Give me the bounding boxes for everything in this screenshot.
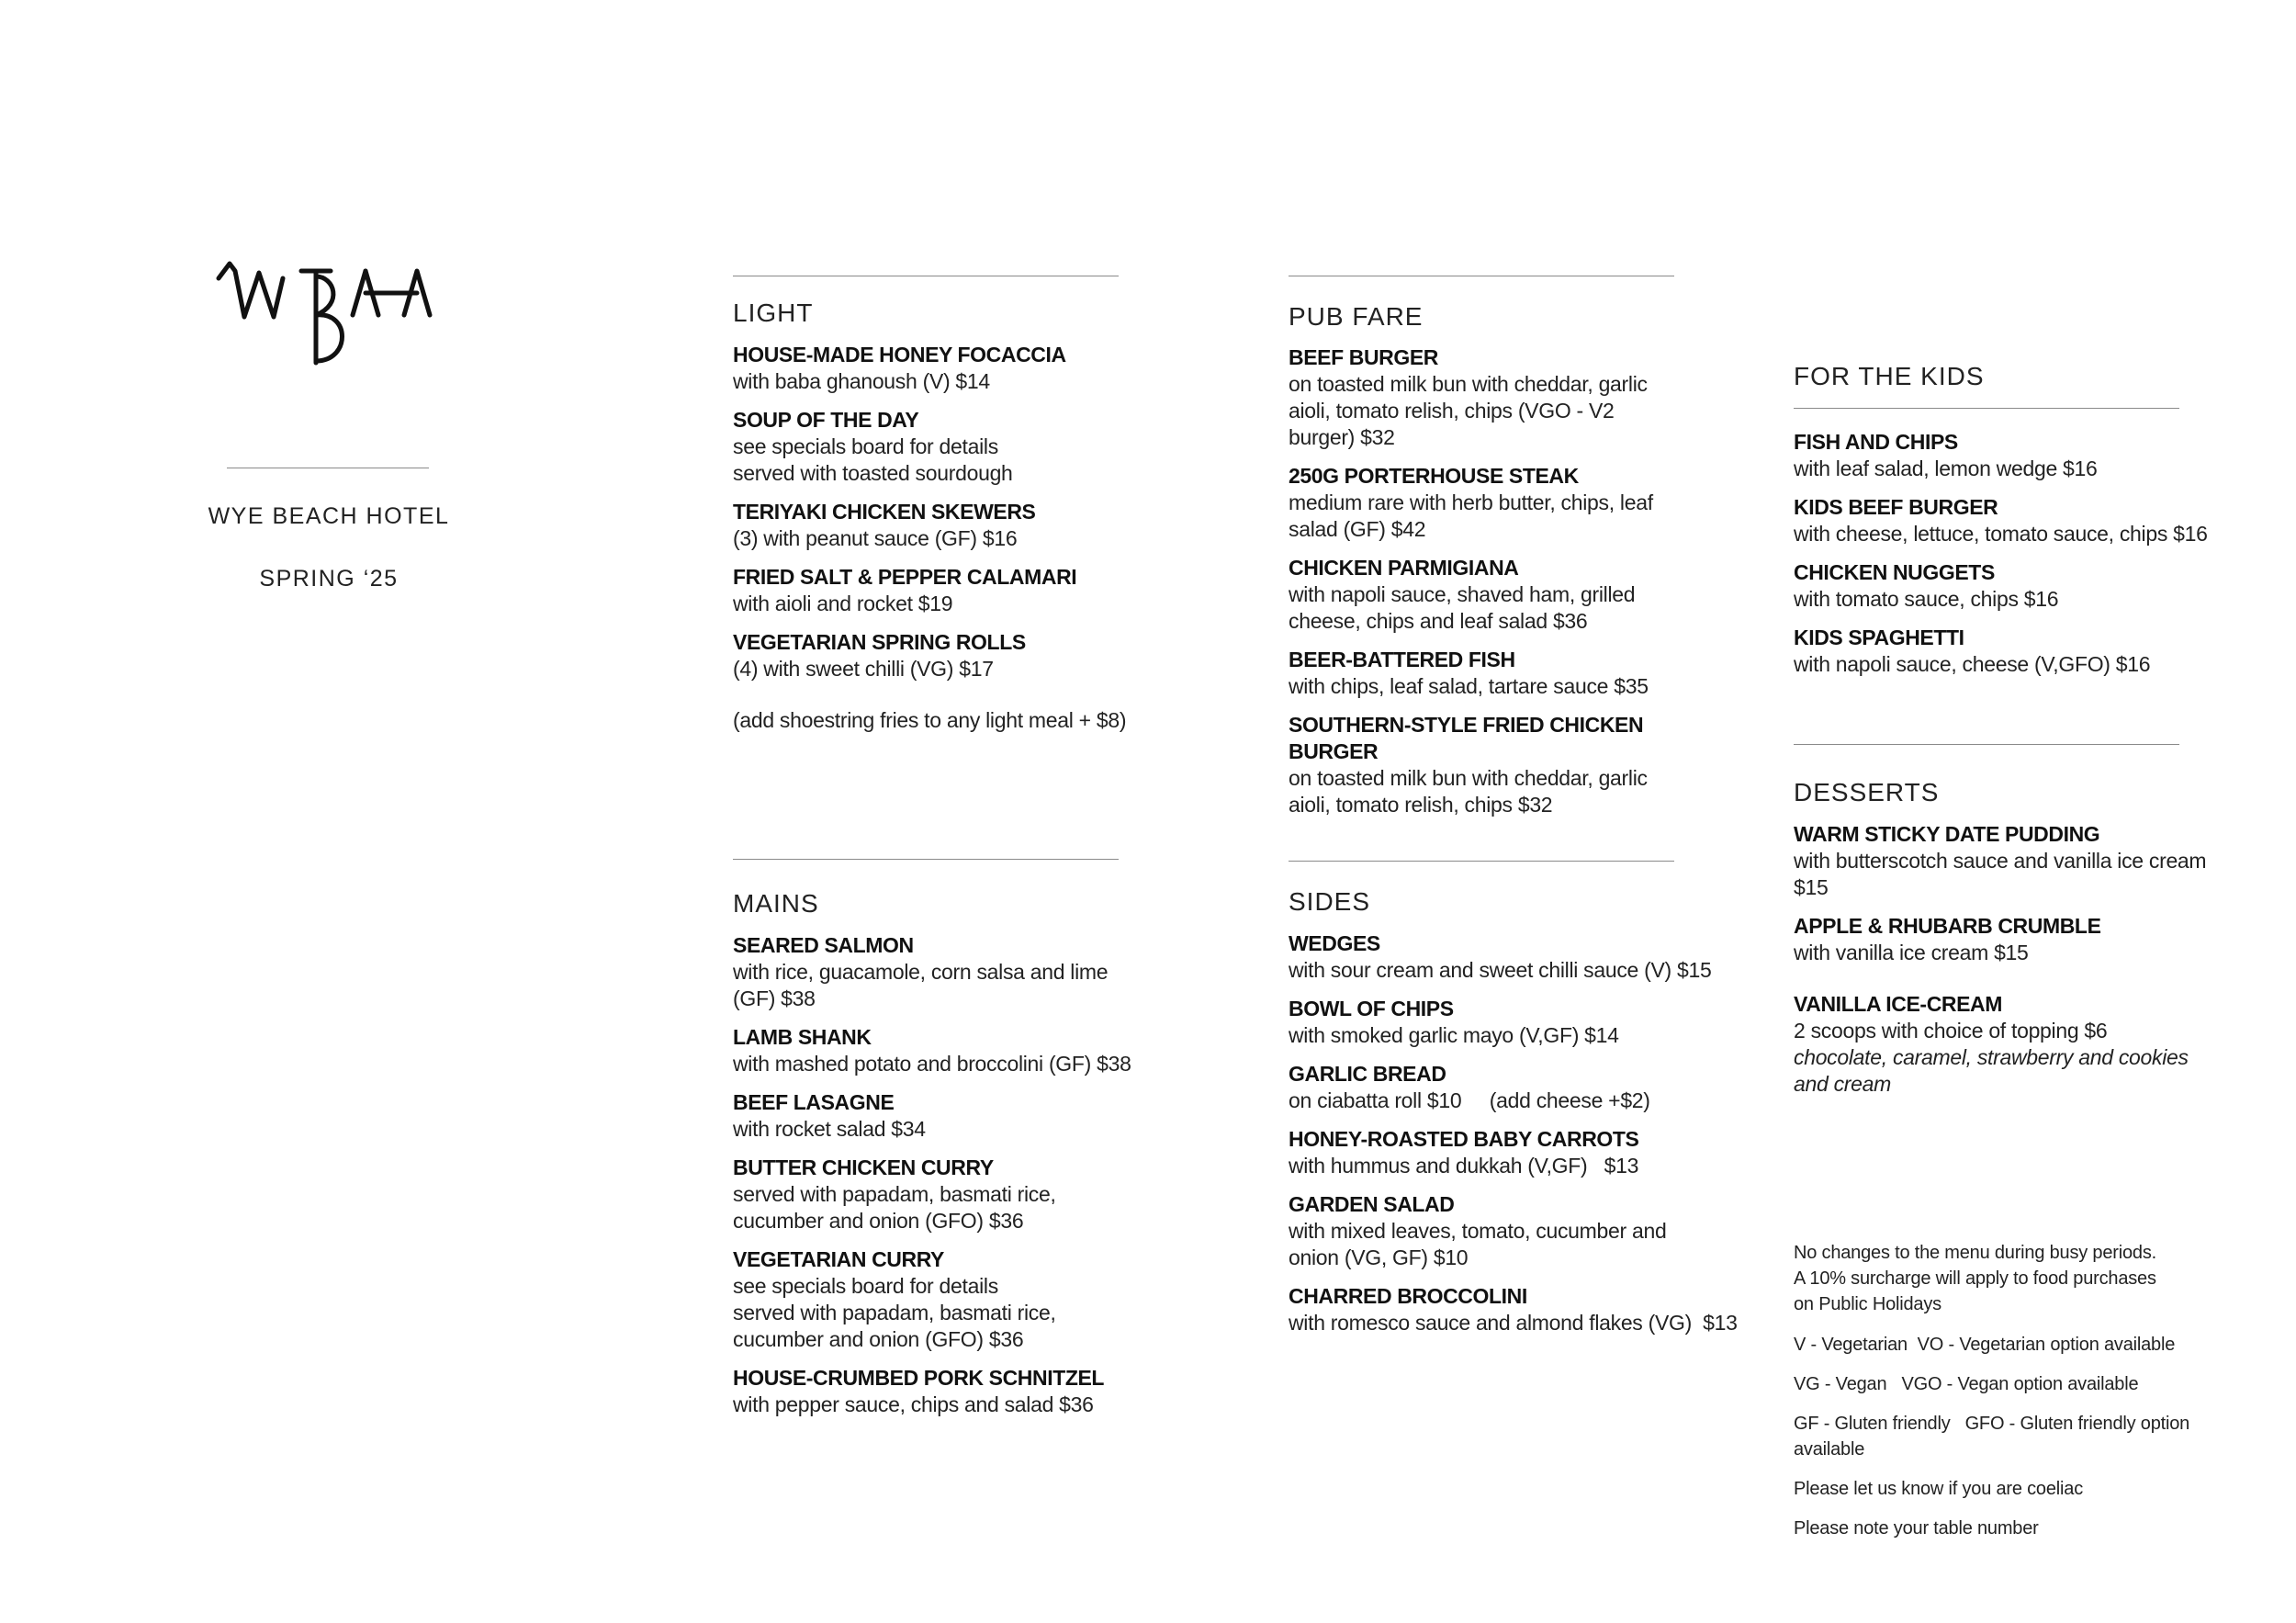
item-name: BUTTER CHICKEN CURRY: [733, 1155, 994, 1179]
section-divider: [1289, 861, 1674, 862]
item-desc: aioli, tomato relish, chips $32: [1289, 793, 1553, 817]
menu-item: [1794, 429, 2244, 482]
section-heading: PUB FARE: [1289, 302, 1424, 331]
section-light: [733, 276, 1165, 734]
item-name: KIDS BEEF BURGER: [1794, 495, 1998, 519]
item-desc: cucumber and onion (GFO) $36: [733, 1327, 1024, 1351]
item-desc: with rocket salad $34: [733, 1117, 926, 1141]
legend-line: GF - Gluten friendly GFO - Gluten friendly option: [1794, 1414, 2190, 1434]
menu-item: [1794, 991, 2244, 1098]
item-desc: $15: [1794, 875, 1829, 899]
item-desc: with chips, leaf salad, tartare sauce $35: [1289, 674, 1649, 698]
item-name: CHICKEN NUGGETS: [1794, 560, 1995, 584]
item-desc: with hummus and dukkah (V,GF) $13: [1289, 1154, 1639, 1178]
section-heading: DESSERTS: [1794, 778, 1940, 806]
item-desc: 2 scoops with choice of topping $6: [1794, 1019, 2108, 1043]
menu-item: [1289, 1126, 1720, 1179]
menu-item: [733, 1024, 1165, 1077]
legend-line: V - Vegetarian VO - Vegetarian option available: [1794, 1335, 2176, 1355]
menu-item: [1289, 996, 1720, 1049]
item-desc: medium rare with herb butter, chips, leaf: [1289, 490, 1653, 514]
table-number-note: Please note your table number: [1794, 1518, 2039, 1538]
item-desc: with leaf salad, lemon wedge $16: [1794, 456, 2098, 480]
menu-item: [733, 1089, 1165, 1143]
item-desc: see specials board for details: [733, 434, 998, 458]
menu-item: [1289, 555, 1720, 635]
item-name: SOUTHERN-STYLE FRIED CHICKEN BURGER: [1289, 713, 1644, 763]
item-desc: with mashed potato and broccolini (GF) $38: [733, 1052, 1131, 1076]
legend-line: available: [1794, 1439, 1865, 1460]
menu-item: [1289, 712, 1720, 818]
menu-item: [1289, 344, 1720, 451]
item-desc: aioli, tomato relish, chips (VGO - V2: [1289, 399, 1615, 423]
section-heading: LIGHT: [733, 299, 814, 327]
item-name: BOWL OF CHIPS: [1289, 997, 1454, 1020]
item-name: GARDEN SALAD: [1289, 1192, 1455, 1216]
section-pub-fare: [1289, 276, 1720, 830]
hotel-name: WYE BEACH HOTEL: [208, 503, 450, 529]
brand-logo: [213, 258, 452, 374]
item-desc: (GF) $38: [733, 986, 816, 1010]
section-heading: MAINS: [733, 889, 819, 918]
item-desc: with baba ghanoush (V) $14: [733, 369, 990, 393]
item-name: KIDS SPAGHETTI: [1794, 626, 1964, 649]
menu-item: [1794, 913, 2244, 966]
item-desc: with vanilla ice cream $15: [1794, 941, 2029, 964]
item-name: HOUSE-MADE HONEY FOCACCIA: [733, 343, 1066, 366]
item-name: VEGETARIAN SPRING ROLLS: [733, 630, 1026, 654]
item-name: CHARRED BROCCOLINI: [1289, 1284, 1527, 1308]
item-name: SEARED SALMON: [733, 933, 914, 957]
menu-item: [733, 1155, 1165, 1234]
wbh-logo-mark: [213, 258, 443, 374]
menu-item: [733, 629, 1165, 682]
item-desc: with pepper sauce, chips and salad $36: [733, 1392, 1094, 1416]
item-name: BEER-BATTERED FISH: [1289, 648, 1515, 671]
menu-item: [1289, 1191, 1720, 1271]
item-name: HONEY-ROASTED BABY CARROTS: [1289, 1127, 1639, 1151]
item-name: TERIYAKI CHICKEN SKEWERS: [733, 500, 1036, 524]
item-desc: on ciabatta roll $10 (add cheese +$2): [1289, 1088, 1650, 1112]
item-name: BEEF BURGER: [1289, 345, 1439, 369]
item-name: WARM STICKY DATE PUDDING: [1794, 822, 2100, 846]
menu-item: [733, 1365, 1165, 1418]
item-desc: cucumber and onion (GFO) $36: [733, 1209, 1024, 1233]
menu-item: [1289, 1061, 1720, 1114]
item-desc-toppings: chocolate, caramel, strawberry and cookies: [1794, 1045, 2189, 1069]
policy-line: A 10% surcharge will apply to food purchases: [1794, 1268, 2156, 1289]
item-name: CHICKEN PARMIGIANA: [1289, 556, 1519, 580]
section-kids: [1794, 362, 2244, 690]
item-desc: with butterscotch sauce and vanilla ice cream: [1794, 849, 2207, 873]
menu-item: [1794, 821, 2244, 901]
item-desc: with smoked garlic mayo (V,GF) $14: [1289, 1023, 1619, 1047]
section-mains: [733, 859, 1165, 1430]
item-desc-toppings: and cream: [1794, 1072, 1891, 1096]
menu-notes: [1794, 1240, 2253, 1541]
item-desc: (3) with peanut sauce (GF) $16: [733, 526, 1018, 550]
item-desc: on toasted milk bun with cheddar, garlic: [1289, 372, 1648, 396]
item-name: SOUP OF THE DAY: [733, 408, 919, 432]
item-desc: with rice, guacamole, corn salsa and lime: [733, 960, 1109, 984]
menu-item: [1289, 647, 1720, 700]
menu-item: [733, 932, 1165, 1012]
menu-item: [1794, 494, 2244, 547]
menu-item: [733, 1246, 1165, 1353]
coeliac-note: Please let us know if you are coeliac: [1794, 1479, 2083, 1499]
item-desc: salad (GF) $42: [1289, 517, 1426, 541]
item-desc: on toasted milk bun with cheddar, garlic: [1289, 766, 1648, 790]
item-name: APPLE & RHUBARB CRUMBLE: [1794, 914, 2101, 938]
item-desc: with napoli sauce, cheese (V,GFO) $16: [1794, 652, 2151, 676]
section-sides: [1289, 861, 1738, 1348]
item-desc: served with papadam, basmati rice,: [733, 1182, 1056, 1206]
item-name: HOUSE-CRUMBED PORK SCHNITZEL: [733, 1366, 1105, 1390]
fries-note: (add shoestring fries to any light meal + $8): [733, 708, 1127, 732]
item-name: VEGETARIAN CURRY: [733, 1247, 945, 1271]
menu-item: [1794, 559, 2244, 613]
item-name: 250G PORTERHOUSE STEAK: [1289, 464, 1579, 488]
item-name: FISH AND CHIPS: [1794, 430, 1958, 454]
menu-item: [1289, 463, 1720, 543]
item-desc: with napoli sauce, shaved ham, grilled: [1289, 582, 1636, 606]
section-desserts: [1794, 744, 2244, 1110]
menu-item: [1289, 1283, 1738, 1336]
item-desc: (4) with sweet chilli (VG) $17: [733, 657, 994, 681]
item-desc: served with toasted sourdough: [733, 461, 1013, 485]
item-desc: with aioli and rocket $19: [733, 592, 953, 615]
menu-season: SPRING ‘25: [259, 566, 399, 592]
item-desc: burger) $32: [1289, 425, 1395, 449]
item-desc: with cheese, lettuce, tomato sauce, chips $16: [1794, 522, 2208, 546]
menu-item: [733, 499, 1165, 552]
item-name: FRIED SALT & PEPPER CALAMARI: [733, 565, 1077, 589]
menu-item: [1289, 930, 1720, 984]
item-desc: onion (VG, GF) $10: [1289, 1245, 1469, 1269]
item-desc: with tomato sauce, chips $16: [1794, 587, 2059, 611]
item-name: WEDGES: [1289, 931, 1380, 955]
item-desc: served with papadam, basmati rice,: [733, 1301, 1056, 1324]
section-divider: [1794, 408, 2179, 409]
item-desc: with romesco sauce and almond flakes (VG) $13: [1289, 1311, 1738, 1335]
section-heading: SIDES: [1289, 887, 1371, 916]
item-desc: with mixed leaves, tomato, cucumber and: [1289, 1219, 1667, 1243]
legend-line: VG - Vegan VGO - Vegan option available: [1794, 1374, 2139, 1394]
menu-item: [733, 407, 1165, 487]
menu-item: [733, 342, 1165, 395]
item-desc: with sour cream and sweet chilli sauce (V) $15: [1289, 958, 1712, 982]
section-divider: [733, 859, 1119, 860]
section-divider: [1794, 744, 2179, 745]
item-name: BEEF LASAGNE: [733, 1090, 895, 1114]
menu-item: [733, 564, 1165, 617]
policy-line: No changes to the menu during busy periods.: [1794, 1243, 2156, 1263]
policy-line: on Public Holidays: [1794, 1294, 1941, 1314]
item-name: LAMB SHANK: [733, 1025, 872, 1049]
item-desc: see specials board for details: [733, 1274, 998, 1298]
item-desc: cheese, chips and leaf salad $36: [1289, 609, 1588, 633]
item-name: GARLIC BREAD: [1289, 1062, 1446, 1086]
menu-item: [1794, 625, 2244, 678]
item-name: VANILLA ICE-CREAM: [1794, 992, 2003, 1016]
section-heading: FOR THE KIDS: [1794, 362, 1985, 390]
